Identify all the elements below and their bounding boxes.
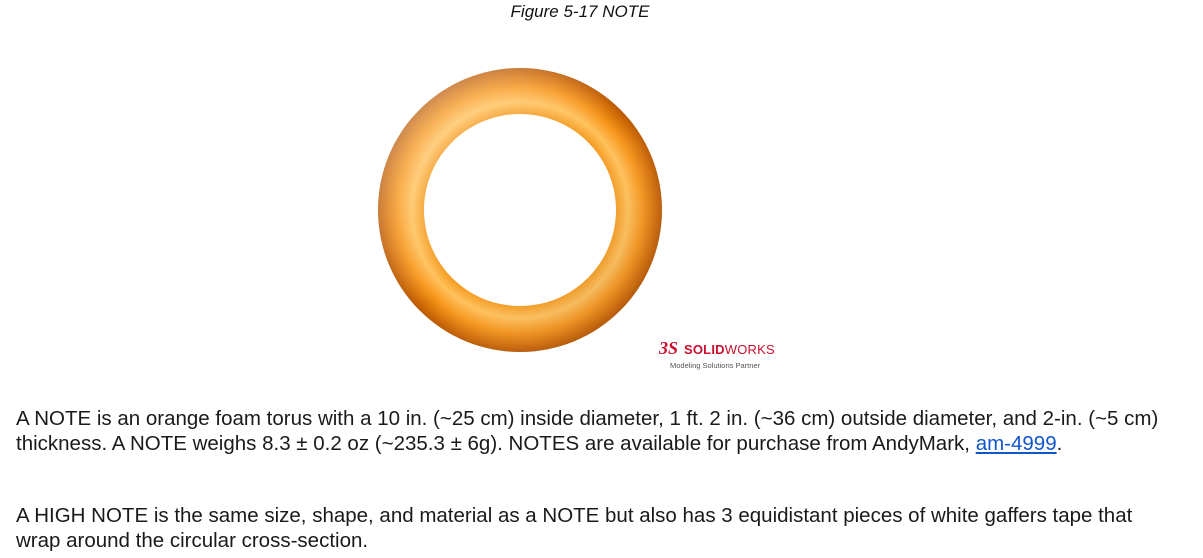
ds-logo-icon bbox=[658, 334, 682, 360]
note-torus-image bbox=[370, 60, 670, 360]
solidworks-wordmark bbox=[684, 342, 775, 357]
brand-light: WORKS bbox=[724, 342, 775, 357]
svg-text:3S: 3S bbox=[659, 338, 679, 358]
note-text: A NOTE is an orange foam torus with a 10 in. (~25 cm) inside diameter, 1 ft. 2 in. (~36 cm) outside diameter, and 2-in. (~5 cm) thickness. A NOTE weighs 8.3 ± 0.2 oz (~235.3 ± 6g). NOTES are available for purchase from AndyMark, bbox=[16, 407, 1159, 455]
brand-bold: SOLID bbox=[684, 342, 725, 357]
note-description bbox=[16, 406, 1176, 456]
solidworks-partner-logo bbox=[658, 332, 798, 374]
high-note-description: A HIGH NOTE is the same size, shape, and material as a NOTE but also has 3 equidistant pieces of white gaffers tape that wrap around the circular cross-section. bbox=[16, 504, 1133, 552]
figure-caption: Figure 5-17 NOTE bbox=[510, 2, 650, 21]
partner-tagline: Modeling Solutions Partner bbox=[670, 361, 761, 370]
note-end: . bbox=[1056, 432, 1063, 455]
andymark-link[interactable]: am-4999 bbox=[975, 432, 1057, 455]
